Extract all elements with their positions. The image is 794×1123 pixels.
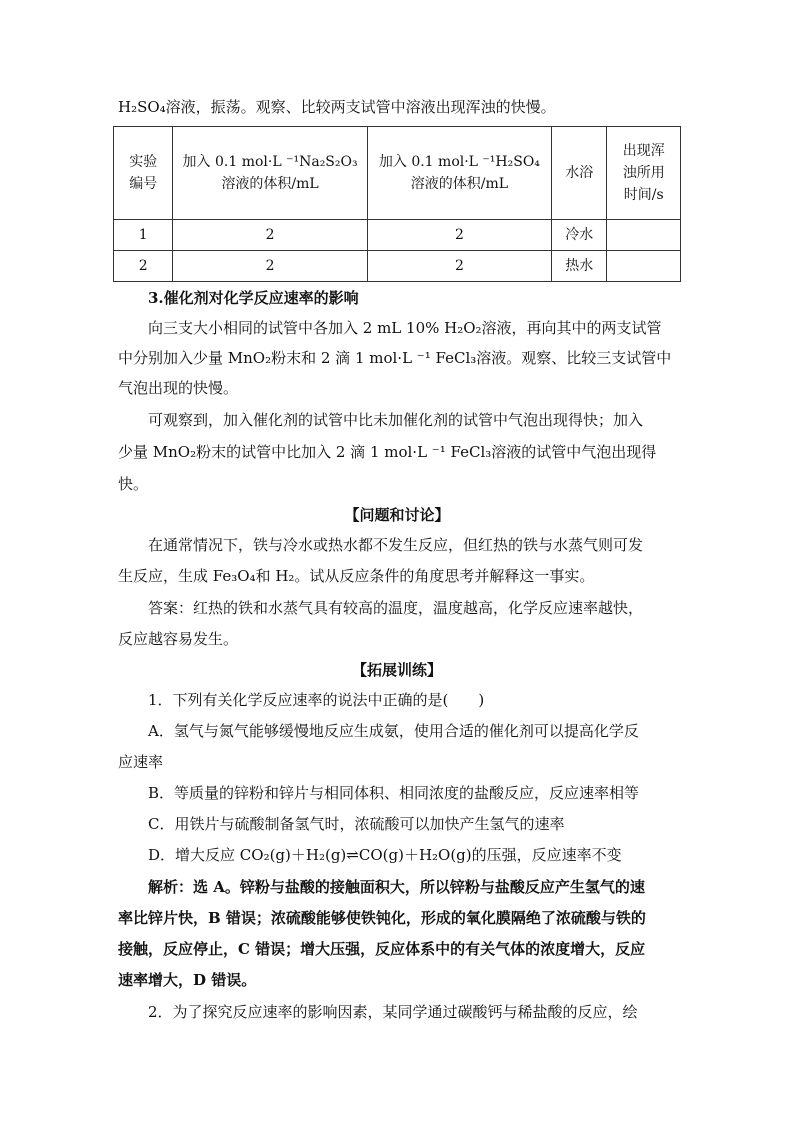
discussion-title: 【问题和讨论】 (344, 506, 450, 524)
discussion-question-line: 在通常情况下，铁与冷水或热水都不发生反应，但红热的铁与水蒸气则可发 (148, 536, 644, 554)
section3-p2-line: 快。 (118, 475, 149, 493)
q1-stem: 1．下列有关化学反应速率的说法中正确的是( ) (148, 691, 485, 709)
q1-option-b: B．等质量的锌粉和锌片与相同体积、相同浓度的盐酸反应，反应速率相等 (148, 784, 640, 802)
q1-analysis-line: 接触，反应停止，C 错误；增大压强，反应体系中的有关气体的浓度增大，反应 (118, 940, 646, 958)
cell-h2so4: 2 (367, 251, 551, 282)
discussion-answer-line: 反应越容易发生。 (118, 630, 239, 648)
header-time: 出现浑 浊所用 时间/s (607, 127, 681, 220)
q1-analysis-line: 解析：选 A。锌粉与盐酸的接触面积大，所以锌粉与盐酸反应产生氢气的速 (148, 878, 645, 896)
q1-option-a: A．氢气与氮气能够缓慢地反应生成氨，使用合适的催化剂可以提高化学反 (148, 722, 639, 740)
discussion-answer-line: 答案：红热的铁和水蒸气具有较高的温度，温度越高，化学反应速率越快， (148, 599, 644, 617)
q1-option-c: C．用铁片与硫酸制备氢气时，浓硫酸可以加快产生氢气的速率 (148, 815, 565, 833)
cell-bath: 热水 (552, 251, 607, 282)
cell-no: 2 (114, 251, 173, 282)
table-row (114, 251, 681, 282)
q1-option-d: D．增大反应 CO₂(g)＋H₂(g)⇌CO(g)＋H₂O(g)的压强，反应速率不变 (148, 846, 622, 864)
cell-h2so4: 2 (367, 220, 551, 251)
section3-p1-line: 气泡出现的快慢。 (118, 379, 239, 397)
header-water-bath: 水浴 (552, 127, 607, 220)
cell-na2s2o3: 2 (173, 220, 367, 251)
cell-time (607, 220, 681, 251)
q1-analysis-line: 速率增大，D 错误。 (118, 971, 257, 989)
table-header-row (114, 127, 681, 220)
intro-line: H₂SO₄溶液，振荡。观察、比较两支试管中溶液出现浑浊的快慢。 (118, 98, 556, 116)
table-row (114, 220, 681, 251)
cell-na2s2o3: 2 (173, 251, 367, 282)
cell-bath: 冷水 (552, 220, 607, 251)
training-title: 【拓展训练】 (351, 661, 442, 679)
q1-option-a-cont: 应速率 (118, 753, 164, 771)
section3-p2-line: 可观察到，加入催化剂的试管中比未加催化剂的试管中气泡出现得快；加入 (148, 411, 644, 429)
header-na2s2o3-volume: 加入 0.1 mol·L ⁻¹Na₂S₂O₃ 溶液的体积/mL (173, 127, 367, 220)
section3-title: 3.催化剂对化学反应速率的影响 (148, 289, 359, 307)
section3-p1-line: 中分别加入少量 MnO₂粉末和 2 滴 1 mol·L ⁻¹ FeCl₃溶液。观察、比较三支试管中 (118, 349, 672, 367)
cell-time (607, 251, 681, 282)
cell-no: 1 (114, 220, 173, 251)
section3-p1-line: 向三支大小相同的试管中各加入 2 mL 10% H₂O₂溶液，再向其中的两支试管 (148, 319, 662, 337)
section3-p2-line: 少量 MnO₂粉末的试管中比加入 2 滴 1 mol·L ⁻¹ FeCl₃溶液的试管中气泡出现得 (118, 443, 657, 461)
discussion-question-line: 生反应，生成 Fe₃O₄和 H₂。试从反应条件的角度思考并解释这一事实。 (118, 567, 595, 585)
header-h2so4-volume: 加入 0.1 mol·L ⁻¹H₂SO₄ 溶液的体积/mL (367, 127, 551, 220)
q2-stem: 2．为了探究反应速率的影响因素，某同学通过碳酸钙与稀盐酸的反应，绘 (148, 1003, 638, 1021)
header-experiment-no: 实验 编号 (114, 127, 173, 220)
q1-analysis-line: 率比锌片快，B 错误；浓硫酸能够使铁钝化，形成的氧化膜隔绝了浓硫酸与铁的 (118, 909, 646, 927)
experiment-table (113, 126, 681, 282)
